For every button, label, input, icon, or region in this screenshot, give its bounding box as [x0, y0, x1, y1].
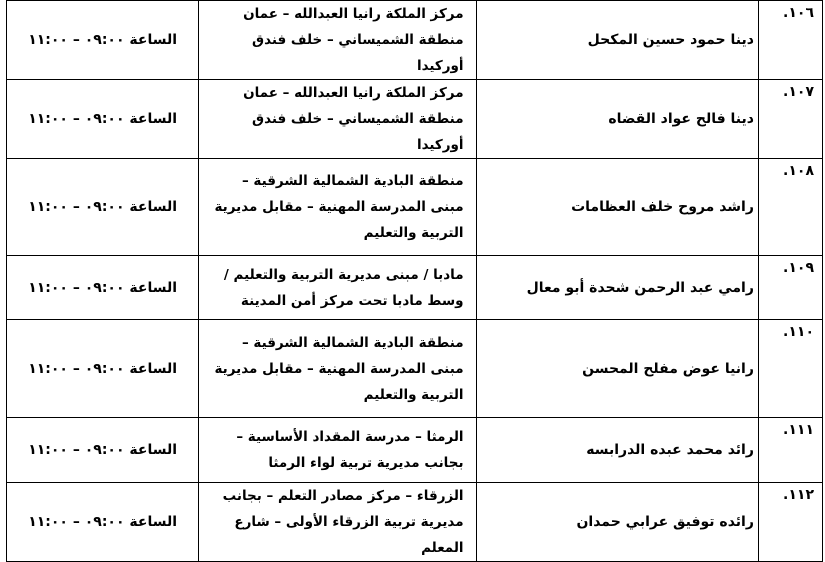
row-number: ١١٠.	[758, 320, 822, 418]
table-row	[7, 159, 823, 256]
name-cell: رائد محمد عبده الدرابسه	[476, 418, 758, 483]
time-cell: الساعة ٠٩:٠٠ – ١١:٠٠	[7, 80, 199, 159]
name-cell: دينا فالح عواد القضاه	[476, 80, 758, 159]
location-cell: الرمثا – مدرسة المقداد الأساسية – بجانب مديرية تربية لواء الرمثا	[199, 418, 476, 483]
row-number: ١١٢.	[758, 483, 822, 562]
row-number: ١٠٧.	[758, 80, 822, 159]
schedule-table	[6, 0, 823, 562]
time-cell: الساعة ٠٩:٠٠ – ١١:٠٠	[7, 256, 199, 320]
location-cell: الزرقاء – مركز مصادر التعلم – بجانب مديرية تربية الزرقاء الأولى – شارع المعلم	[199, 483, 476, 562]
row-number: ١٠٦.	[758, 1, 822, 80]
row-number: ١٠٨.	[758, 159, 822, 256]
table-row	[7, 418, 823, 483]
location-cell: منطقة البادية الشمالية الشرقية – مبنى المدرسة المهنية – مقابل مديرية التربية والتعليم	[199, 159, 476, 256]
name-cell: رائده توفيق عرابي حمدان	[476, 483, 758, 562]
location-cell: مركز الملكة رانيا العبدالله – عمان منطقة الشميساني – خلف فندق أوركيدا	[199, 1, 476, 80]
time-cell: الساعة ٠٩:٠٠ – ١١:٠٠	[7, 320, 199, 418]
time-cell: الساعة ٠٩:٠٠ – ١١:٠٠	[7, 159, 199, 256]
time-cell: الساعة ٠٩:٠٠ – ١١:٠٠	[7, 418, 199, 483]
row-number: ١١١.	[758, 418, 822, 483]
row-number: ١٠٩.	[758, 256, 822, 320]
location-cell: مركز الملكة رانيا العبدالله – عمان منطقة الشميساني – خلف فندق أوركيدا	[199, 80, 476, 159]
table-row	[7, 80, 823, 159]
name-cell: دينا حمود حسين المكحل	[476, 1, 758, 80]
time-cell: الساعة ٠٩:٠٠ – ١١:٠٠	[7, 483, 199, 562]
table-row	[7, 483, 823, 562]
name-cell: رامي عبد الرحمن شحدة أبو معال	[476, 256, 758, 320]
table-row	[7, 1, 823, 80]
location-cell: منطقة البادية الشمالية الشرقية – مبنى المدرسة المهنية – مقابل مديرية التربية والتعليم	[199, 320, 476, 418]
name-cell: رانيا عوض مفلح المحسن	[476, 320, 758, 418]
table-row	[7, 320, 823, 418]
table-row	[7, 256, 823, 320]
location-cell: مادبا / مبنى مديرية التربية والتعليم /وسط مادبا تحت مركز أمن المدينة	[199, 256, 476, 320]
name-cell: راشد مروح خلف العظامات	[476, 159, 758, 256]
time-cell: الساعة ٠٩:٠٠ – ١١:٠٠	[7, 1, 199, 80]
